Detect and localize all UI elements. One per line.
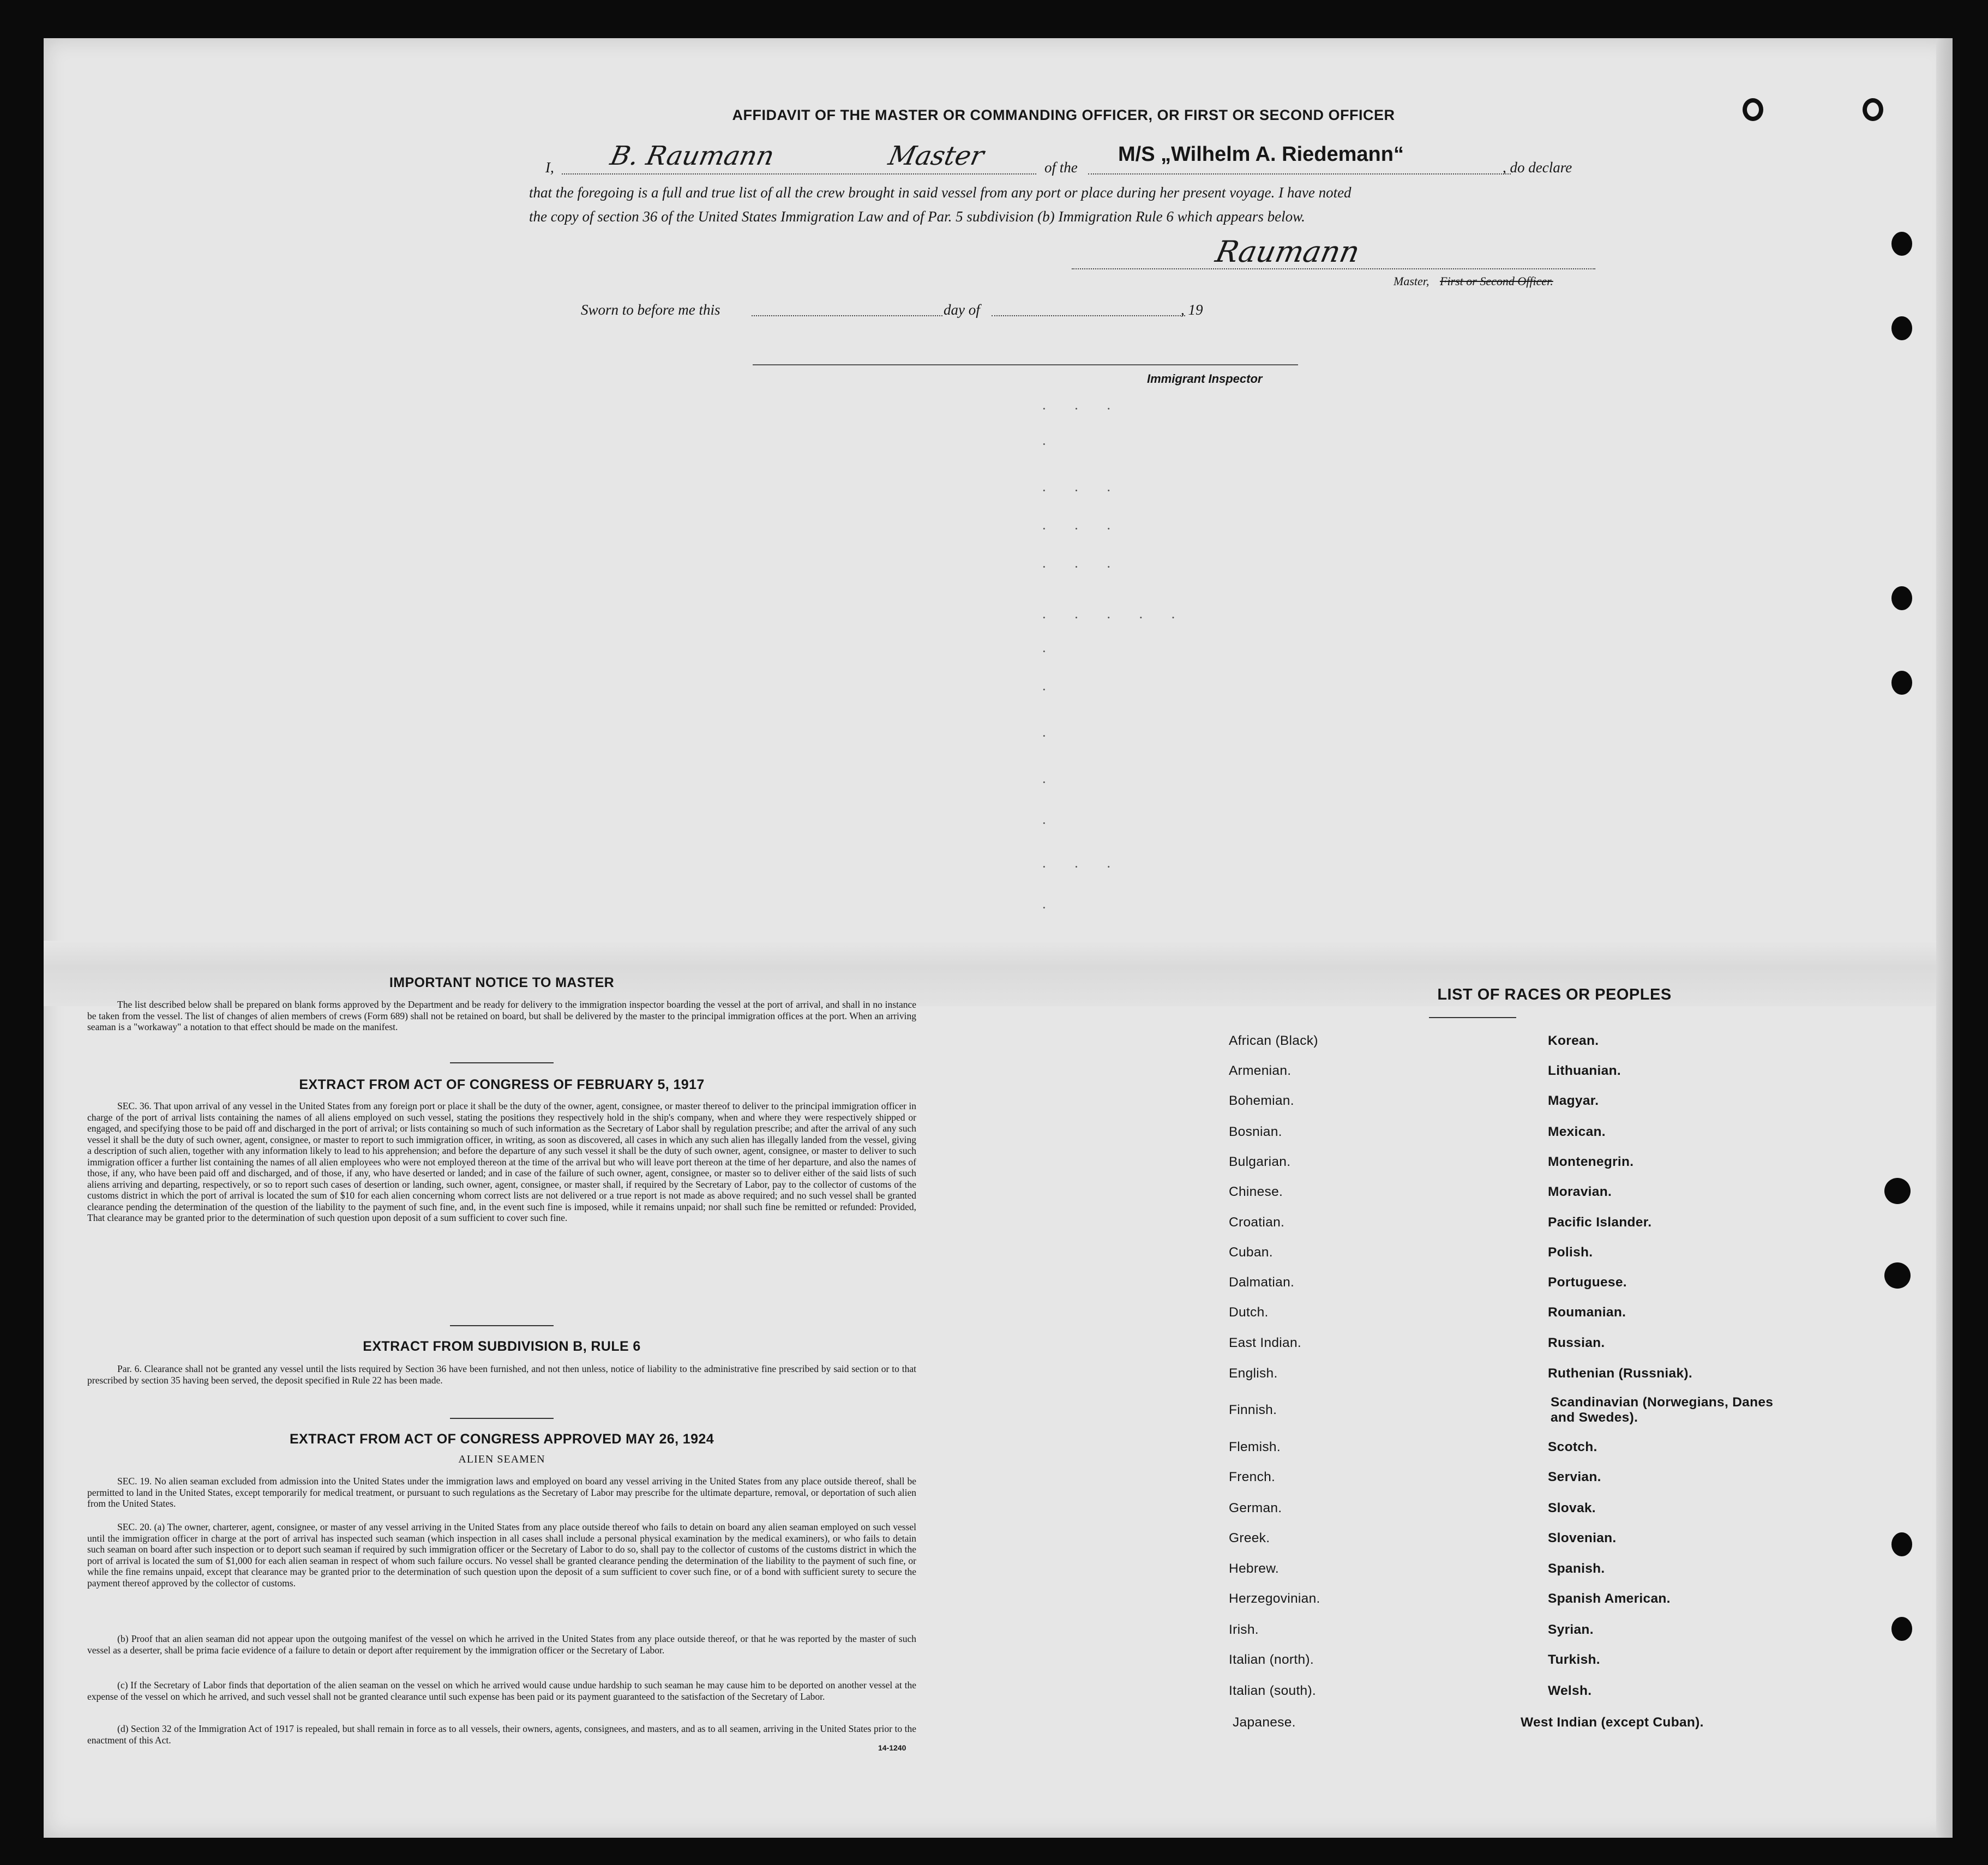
punch-hole (1891, 232, 1912, 256)
race-left-item: Greek. (1229, 1531, 1270, 1545)
race-left-item: Bosnian. (1229, 1124, 1282, 1139)
race-right-item: Scandinavian (Norwegians, Danes and Swedes). (1551, 1395, 1774, 1425)
extract-1924-sec20d: (d) Section 32 of the Immigration Act of 1917 is repealed, but shall remain in force as to all vessels, their owners, agents, consignees, and masters, and as to all seamen, arriving in the United States prior to the enactment of this Act. (87, 1723, 916, 1746)
extract-1924-title: EXTRACT FROM ACT OF CONGRESS APPROVED MAY 26, 1924 (289, 1431, 714, 1447)
punch-hole (1891, 671, 1912, 695)
signer-role-master: Master, (1394, 274, 1430, 288)
extract-1924-subtitle: ALIEN SEAMEN (458, 1453, 545, 1465)
signer-role-struck: First or Second Officer. (1440, 274, 1553, 288)
faint-marks: · · · (1042, 483, 1123, 498)
affidavit-of-the: of the (1044, 159, 1078, 176)
vessel-name: M/S „Wilhelm A. Riedemann“ (1118, 143, 1404, 166)
race-right-item: West Indian (except Cuban). (1521, 1715, 1704, 1730)
race-right-item: Portuguese. (1548, 1275, 1627, 1290)
race-right-item: Slovenian. (1548, 1531, 1617, 1545)
race-left-item: Japanese. (1233, 1715, 1296, 1730)
sworn-prefix: Sworn to before me this (581, 302, 720, 318)
race-left-item: Flemish. (1229, 1440, 1281, 1454)
sworn-day-of: day of (944, 302, 980, 318)
faint-marks: · (1042, 774, 1059, 790)
race-right-item: Syrian. (1548, 1622, 1594, 1637)
extract-1924-sec20c: (c) If the Secretary of Labor finds that deportation of the alien seaman on the vessel on which he arrived would cause undue hardship to such seaman he may cause him to be deported on another vessel at the expense of the vessel on which he arrived, and such vessel shall not be granted clearance until such expense has been paid or its payment guaranteed to the satisfaction of the Secretary of Labor. (87, 1680, 916, 1702)
faint-marks: · (1042, 728, 1059, 744)
faint-marks: · · · (1042, 859, 1123, 875)
page-edge (1936, 38, 1953, 1838)
faint-marks: · · · (1042, 559, 1123, 575)
punch-hole (1891, 316, 1912, 340)
race-right-item: Servian. (1548, 1470, 1601, 1484)
race-right-item: Welsh. (1548, 1683, 1592, 1698)
race-right-item: Spanish. (1548, 1561, 1605, 1576)
extract-rule6-title: EXTRACT FROM SUBDIVISION B, RULE 6 (363, 1339, 641, 1354)
race-left-item: Italian (south). (1229, 1683, 1317, 1698)
extract-1917-title: EXTRACT FROM ACT OF CONGRESS OF FEBRUARY 5, 1917 (299, 1077, 705, 1092)
race-left-item: Dutch. (1229, 1305, 1269, 1320)
race-right-item: Spanish American. (1548, 1591, 1671, 1606)
affidavit-title: AFFIDAVIT OF THE MASTER OR COMMANDING OFFICER, OR FIRST OR SECOND OFFICER (732, 107, 1395, 123)
race-left-item: Dalmatian. (1229, 1275, 1295, 1290)
race-left-item: German. (1229, 1501, 1282, 1515)
separator (450, 1062, 554, 1063)
affidavit-do-declare: , do declare (1503, 159, 1572, 176)
race-left-item: Bulgarian. (1229, 1154, 1291, 1169)
race-left-item: Hebrew. (1229, 1561, 1279, 1576)
faint-marks: · (1042, 815, 1059, 831)
race-left-item: Chinese. (1229, 1184, 1283, 1199)
punch-hole (1891, 1617, 1912, 1641)
faint-marks: · (1042, 682, 1059, 697)
race-left-item: Italian (north). (1229, 1652, 1314, 1667)
races-title: LIST OF RACES OR PEOPLES (1437, 986, 1672, 1003)
race-left-item: Finnish. (1229, 1403, 1277, 1417)
race-right-item: Mexican. (1548, 1124, 1606, 1139)
race-right-item: Moravian. (1548, 1184, 1612, 1199)
punch-hole (1884, 1262, 1911, 1289)
inspector-rule (753, 364, 1298, 365)
race-left-item: English. (1229, 1366, 1278, 1381)
faint-marks: · (1042, 643, 1059, 659)
punch-hole (1891, 586, 1912, 610)
extract-1924-sec20b: (b) Proof that an alien seaman did not appear upon the outgoing manifest of the vessel on which he arrived in the United States from any place outside thereof, or that he was reported by the master of such vessel as a deserter, shall be prima facie evidence of a failure to detain or deport after requirement by the immigration officer or the Secretary of Labor. (87, 1633, 916, 1656)
sworn-day-rule (752, 315, 942, 316)
race-right-item: Slovak. (1548, 1501, 1596, 1515)
vessel-rule (1088, 173, 1511, 175)
affidavit-line-2: that the foregoing is a full and true list of all the crew brought in said vessel from any port or place during her present voyage. I have noted (529, 184, 1352, 201)
race-right-item: Polish. (1548, 1245, 1593, 1260)
extract-rule6-body: Par. 6. Clearance shall not be granted any vessel until the lists required by Section 36 have been furnished, and not then unless, notice of liability to the administrative fine prescribed by said section or to that prescribed by section 35 having been served, the deposit specified in Rule 22 has been made. (87, 1363, 916, 1386)
punch-hole (1863, 98, 1883, 121)
faint-marks: · · · (1042, 521, 1123, 537)
form-number: 14-1240 (878, 1743, 906, 1752)
race-left-item: Irish. (1229, 1622, 1259, 1637)
race-right-item: Lithuanian. (1548, 1063, 1621, 1078)
separator (450, 1418, 554, 1419)
race-left-item: Cuban. (1229, 1245, 1273, 1260)
separator (1429, 1017, 1516, 1018)
race-left-item: Armenian. (1229, 1063, 1292, 1078)
rank-handwritten: Master (886, 141, 987, 171)
faint-marks: · · · · · (1042, 610, 1188, 625)
notice-title: IMPORTANT NOTICE TO MASTER (389, 975, 615, 990)
punch-hole (1891, 1532, 1912, 1556)
race-right-item: Pacific Islander. (1548, 1215, 1652, 1230)
race-left-item: French. (1229, 1470, 1276, 1484)
sworn-month-rule (992, 315, 1185, 316)
signature-rule (1072, 268, 1595, 269)
race-right-item: Montenegrin. (1548, 1154, 1634, 1169)
affidavit-i: I, (545, 159, 554, 176)
faint-marks: · (1042, 436, 1059, 452)
race-left-item: Croatian. (1229, 1215, 1285, 1230)
race-right-item: Scotch. (1548, 1440, 1597, 1454)
race-right-item: Korean. (1548, 1033, 1599, 1048)
race-right-item: Magyar. (1548, 1093, 1599, 1108)
extract-1924-sec20a: SEC. 20. (a) The owner, charterer, agent, consignee, or master of any vessel arriving in the United States from any place outside thereof who fails to detain on board any alien seaman employed on such vessel until the immigration officer in charge at the port of arrival has inspected such seaman (which inspection in all cases shall include a personal physical examination by the medical examiners), or who fails to detain such seaman on board after such inspection or to deport such seaman if required by such immigration officer or the Secretary of Labor to do so, shall pay to the collector of customs of the customs district in which the port of arrival is located the sum of $1,000 for each alien seaman in respect of whom such failure occurs. No vessel shall be granted clearance pending the determination of the liability to the payment of such fine, or while the fine remains unpaid, except that clearance may be granted prior to the determination of such question upon the deposit of a sum sufficient to cover such fine, or of a bond with sufficient surety to secure the payment thereof approved by the collector of customs. (87, 1521, 916, 1589)
master-signature: Raumann (1212, 234, 1363, 269)
inspector-label: Immigrant Inspector (1147, 372, 1263, 386)
name-rule (562, 173, 1036, 175)
race-left-item: Herzegovinian. (1229, 1591, 1320, 1606)
race-right-item: Ruthenian (Russniak). (1548, 1366, 1692, 1381)
sworn-year: , 19 (1181, 302, 1203, 318)
faint-marks: · · · (1042, 401, 1123, 417)
punch-hole (1743, 98, 1763, 121)
notice-body: The list described below shall be prepared on blank forms approved by the Department and be ready for delivery to the immigration inspector boarding the vessel at the port of arrival, and shall in no instance be taken from the vessel. The list of changes of alien members of crews (Form 689) shall not be retained on board, but shall be delivered by the master to the principal immigration offices at the port. When an arriving seaman is a "workaway" a notation to that effect should be made on the manifest. (87, 999, 916, 1032)
race-right-item: Roumanian. (1548, 1305, 1626, 1320)
race-right-item: Turkish. (1548, 1652, 1600, 1667)
separator (450, 1325, 554, 1326)
race-left-item: East Indian. (1229, 1335, 1301, 1350)
race-left-item: African (Black) (1229, 1033, 1318, 1048)
affidavit-line-3: the copy of section 36 of the United States Immigration Law and of Par. 5 subdivision (b) Immigration Rule 6 which appears below. (529, 208, 1305, 225)
extract-1924-sec19: SEC. 19. No alien seaman excluded from admission into the United States under the immigration laws and employed on board any vessel arriving in the United States from any place outside thereof, shall be permitted to land in the United States, except temporarily for medical treatment, or pursuant to such regulations as the Secretary of Labor may prescribe for the ultimate departure, removal, or deportation of such alien from the United States. (87, 1476, 916, 1509)
race-right-item: Russian. (1548, 1335, 1605, 1350)
extract-1917-body: SEC. 36. That upon arrival of any vessel in the United States from any foreign port or place it shall be the duty of the owner, agent, consignee, or master thereof to deliver to the principal immigration officer in charge of the port of arrival lists containing the names of all aliens employed on such vessel, stating the positions they respectively hold in the ship's company, when and where they were respectively shipped or engaged, and specifying those to be paid off and discharged in the port of arrival; or lists containing so much of such information as the Secretary of Labor shall by regulation prescribe; and after the arrival of any such vessel it shall be the duty of such owner, agent, consignee, or master to report to such immigration officer, in writing, as soon as discovered, all cases in which any such alien has illegally landed from the vessel, giving a description of such alien, together with any information likely to lead to his apprehension; and before the departure of any such vessel it shall be the duty of such owner, agent, consignee, or master to deliver to such immigration officer a further list containing the names of all alien employees who were not employed thereon at the time of the arrival but who will leave port thereon at the time of her departure, and also the names of those, if any, who have been paid off and discharged, and of those, if any, who have deserted or landed; and in case of the failure of such owner, agent, consignee, or master so to deliver either of the said lists of such aliens arriving and departing, respectively, or so to report such cases of desertion or landing, such owner, agent, consignee, or master shall, if required by the Secretary of Labor, pay to the collector of customs of the customs district in which the port of arrival is located the sum of $10 for each alien concerning whom correct lists are not delivered or a true report is not made as above required; and no such vessel shall be granted clearance pending the determination of the question of the liability to the payment of such fine, and, in the event such fine is imposed, while it remains unpaid; nor shall such fine be remitted or refunded: Provided, That clearance may be granted prior to the determination of such question upon deposit of a sum sufficient to cover such fine. (87, 1100, 916, 1223)
master-name-handwritten: B. Raumann (608, 141, 777, 171)
race-left-item: Bohemian. (1229, 1093, 1294, 1108)
punch-hole (1884, 1178, 1911, 1204)
faint-marks: · (1042, 900, 1059, 916)
